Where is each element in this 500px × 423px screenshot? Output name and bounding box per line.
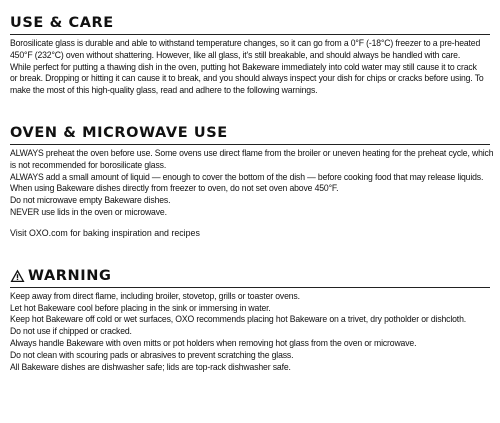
warning-line: Keep hot Bakeware off cold or wet surfaces, OXO recommends placing hot Bakeware on a trivet, dry potholder or dishcloth. — [10, 314, 467, 325]
warning-triangle-icon — [10, 269, 25, 283]
warning-line: Do not clean with scouring pads or abrasives to prevent scratching the glass. — [10, 349, 294, 360]
warning-line: Keep away from direct flame, including broiler, stovetop, grills or toaster ovens. — [10, 290, 300, 301]
oven-microwave-line: NEVER use lids in the oven or microwave. — [10, 206, 167, 217]
warning-section — [10, 267, 490, 374]
use-care-divider — [10, 34, 490, 35]
warning-line: Let hot Bakeware cool before placing in the sink or immersing in water. — [10, 302, 271, 313]
use-care-paragraph — [10, 38, 490, 97]
oven-microwave-line: is not recommended for borosilicate glass. — [10, 159, 167, 170]
warning-divider — [10, 287, 490, 288]
warning-line: Always handle Bakeware with oven mitts or pot holders when removing hot glass from the oven or microwave. — [10, 337, 417, 348]
warning-paragraph — [10, 291, 490, 374]
oven-microwave-section — [10, 124, 494, 240]
oven-microwave-line: When using Bakeware dishes directly from freezer to oven, do not set oven above 450°F. — [10, 183, 339, 194]
oven-microwave-paragraph — [10, 147, 494, 219]
care-instructions-page — [10, 14, 494, 373]
visit-oxo-link-text: Visit OXO.com for baking inspiration and recipes — [10, 227, 200, 239]
warning-line: Do not use if chipped or cracked. — [10, 326, 132, 337]
use-care-line: While perfect for putting a thawing dish in the oven, putting hot Bakeware immediately into cold water may still cause it to crack — [10, 61, 477, 72]
oven-microwave-line: ALWAYS preheat the oven before use. Some ovens use direct flame from the broiler or uneven heating for the preheat cycle, which — [10, 147, 494, 158]
warning-heading: WARNING — [28, 267, 112, 284]
use-care-line: or break. Dropping or hitting it can cause it to break, and you should always inspect your dish for chips or cracks before using. To — [10, 73, 484, 84]
warning-heading-row — [10, 267, 490, 285]
oven-microwave-heading: OVEN & MICROWAVE USE — [10, 124, 228, 141]
use-care-line: 450°F (232°C) oven without shattering. However, like all glass, it's still breakable, and should always be handled with care. — [10, 49, 461, 60]
use-care-line: Borosilicate glass is durable and able to withstand temperature changes, so it can go from a 0°F (-18°C) freezer to a pre-heated — [10, 38, 481, 48]
use-care-line: make the most of this high-quality glass, read and adhere to the following warnings. — [10, 85, 318, 96]
use-care-heading: USE & CARE — [10, 15, 114, 31]
oven-microwave-divider — [10, 144, 490, 145]
use-care-section — [10, 14, 490, 97]
oven-microwave-line: ALWAYS add a small amount of liquid — enough to cover the bottom of the dish — before cooking food that may release liquids. — [10, 171, 484, 182]
warning-line: All Bakeware dishes are dishwasher safe; lids are top-rack dishwasher safe. — [10, 361, 291, 372]
oven-microwave-line: Do not microwave empty Bakeware dishes. — [10, 195, 171, 206]
